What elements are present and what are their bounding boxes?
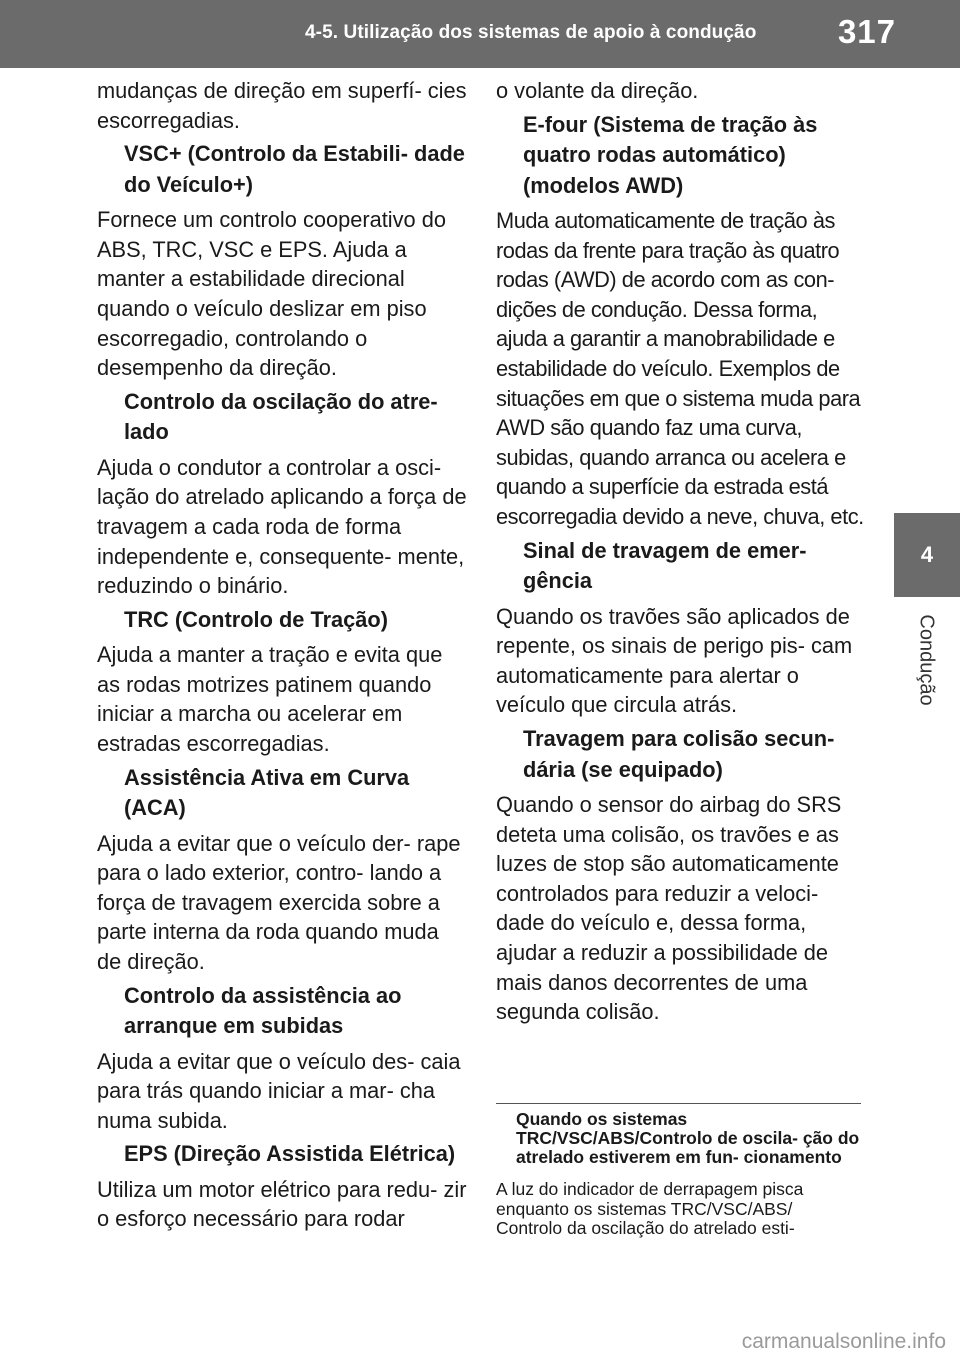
body-paragraph: Ajuda a evitar que o veículo des- caia para trás quando iniciar a mar- cha numa subida.	[97, 1048, 461, 1133]
section-heading: E-four (Sistema de tração às quatro rodas automático) (modelos AWD)	[523, 111, 818, 198]
section-heading: VSC+ (Controlo da Estabili- dade do Veículo+)	[124, 141, 465, 197]
body-paragraph: Quando os travões são aplicados de repente, os sinais de perigo pis- cam automaticamente para alertar o veículo que circula atrás.	[496, 603, 853, 718]
section-heading: Sinal de travagem de emer- gência	[523, 537, 807, 594]
body-paragraph: Quando o sensor do airbag do SRS deteta uma colisão, os travões e as luzes de stop são automaticamente controlados para reduzir a veloci- dade do veículo e, dessa forma, ajudar a reduzir a possibilidade de mais danos decorrentes de uma segunda colisão.	[496, 792, 842, 1025]
section-heading: TRC (Controlo de Tração)	[124, 606, 388, 632]
section-heading: Travagem para colisão secun- dária (se equipado)	[523, 726, 835, 782]
left-column	[97, 76, 467, 1238]
body-paragraph: Muda automaticamente de tração às rodas da frente para tração às quatro rodas (AWD) de acordo com as con- dições de condução. Dessa forma, ajuda a garantir a manobrabilidade e estabilidade do veículo. Exemplos de situações em que o sistema muda para AWD são quando faz uma curva, subidas, quando arranca ou acelera e quando a superfície da estrada está escorregadia devido a neve, chuva, etc.	[496, 208, 864, 530]
page-number: 317	[837, 13, 896, 50]
section-heading: Controlo da oscilação do atre- lado	[124, 388, 438, 445]
right-column	[496, 76, 868, 1031]
body-paragraph: Fornece um controlo cooperativo do ABS, TRC, VSC e EPS. Ajuda a manter a estabilidade direcional quando o veículo deslizar em piso escorregadio, controlando o desempenho da direção.	[97, 207, 446, 381]
section-title: 4-5. Utilização dos sistemas de apoio à condução	[305, 22, 757, 43]
note-body: A luz do indicador de derrapagem pisca enquanto os sistemas TRC/VSC/ABS/ Controlo da oscilação do atrelado esti-	[496, 1179, 804, 1238]
section-heading: EPS (Direção Assistida Elétrica)	[124, 1141, 456, 1167]
body-paragraph: Ajuda a evitar que o veículo der- rape para o lado exterior, contro- lando a força de travagem exercida sobre a parte interna da roda quando muda de direção.	[97, 830, 461, 974]
chapter-label-wrap	[893, 605, 959, 715]
note-heading: Quando os sistemas TRC/VSC/ABS/Controlo de oscila- ção do atrelado estiverem em fun- cionamento	[516, 1109, 860, 1167]
section-heading: Controlo da assistência ao arranque em subidas	[124, 982, 402, 1039]
section-heading: Assistência Ativa em Curva (ACA)	[124, 764, 410, 821]
note-box	[496, 1103, 861, 1239]
body-paragraph: Ajuda a manter a tração e evita que as rodas motrizes patinem quando iniciar a marcha ou acelerar em estradas escorregadias.	[97, 642, 443, 756]
body-paragraph: Ajuda o condutor a controlar a osci- lação do atrelado aplicando a força de travagem a cada roda de forma independente e, consequente- mente, reduzindo o binário.	[97, 454, 467, 599]
chapter-number: 4	[920, 542, 934, 567]
body-paragraph: mudanças de direção em superfí- cies escorregadias.	[97, 78, 467, 133]
watermark: carmanualsonline.info	[741, 1330, 946, 1353]
body-paragraph: o volante da direção.	[496, 78, 699, 103]
chapter-label: Condução	[915, 614, 938, 706]
body-paragraph: Utiliza um motor elétrico para redu- zir o esforço necessário para rodar	[97, 1176, 467, 1232]
